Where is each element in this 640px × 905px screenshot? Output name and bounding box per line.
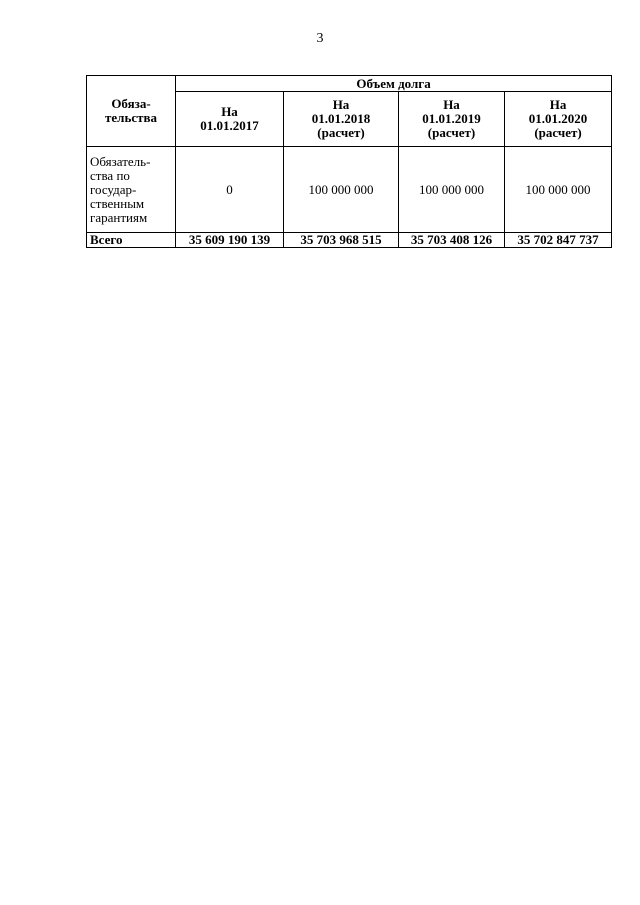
group-header: Объем долга	[176, 76, 612, 92]
table-cell: 0	[176, 147, 284, 233]
total-row	[87, 233, 612, 248]
column-header: На 01.01.2019 (расчет)	[399, 92, 505, 147]
table-cell: 100 000 000	[284, 147, 399, 233]
table-row	[87, 147, 612, 233]
total-cell: 35 703 408 126	[399, 233, 505, 248]
total-cell: 35 702 847 737	[505, 233, 612, 248]
corner-header: Обяза- тельства	[87, 76, 176, 147]
total-label: Всего	[87, 233, 176, 248]
table-cell: 100 000 000	[505, 147, 612, 233]
table-cell: 100 000 000	[399, 147, 505, 233]
column-header: На 01.01.2018 (расчет)	[284, 92, 399, 147]
total-cell: 35 703 968 515	[284, 233, 399, 248]
table-header-row	[87, 76, 612, 92]
debt-table	[86, 75, 612, 248]
row-label: Обязатель- ства по государ- ственным гарантиям	[87, 147, 176, 233]
page-number: 3	[316, 31, 324, 46]
total-cell: 35 609 190 139	[176, 233, 284, 248]
column-header: На 01.01.2017	[176, 92, 284, 147]
column-header: На 01.01.2020 (расчет)	[505, 92, 612, 147]
